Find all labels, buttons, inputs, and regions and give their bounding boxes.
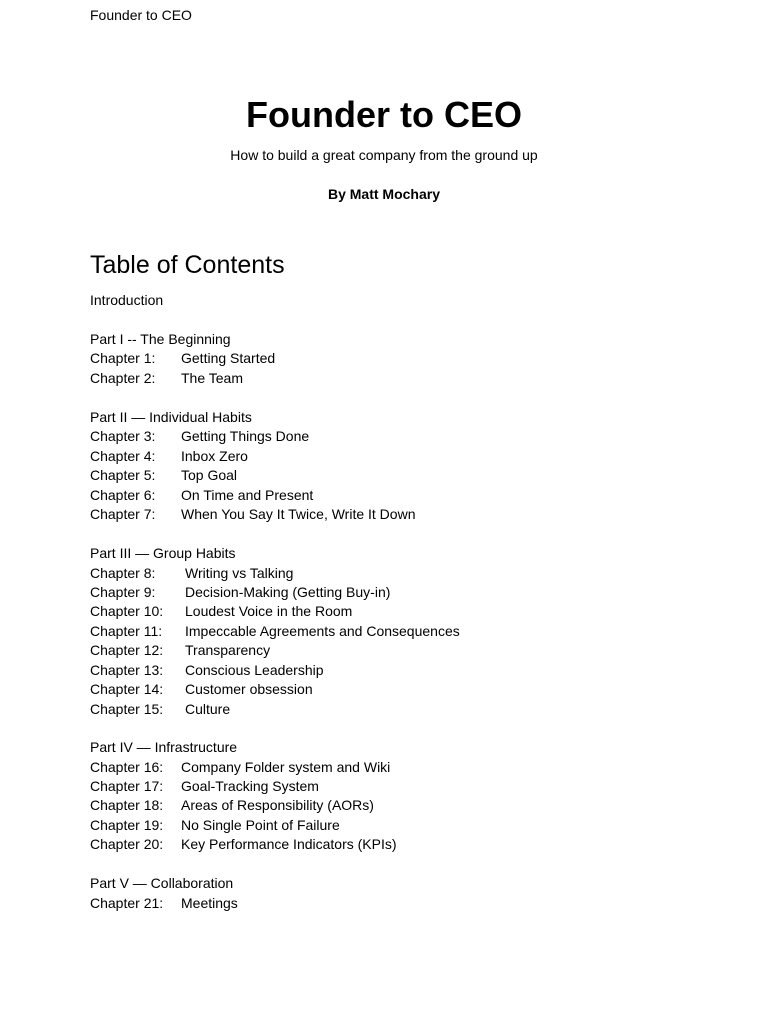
toc-part-title: Part III — Group Habits	[90, 545, 236, 561]
toc-chapter-title: Company Folder system and Wiki	[181, 758, 391, 775]
toc-chapter-number: Chapter 9:	[90, 583, 156, 600]
toc-chapter-title: Goal-Tracking System	[181, 777, 319, 794]
toc-chapter-title: Top Goal	[181, 467, 238, 484]
toc-chapter-number: Chapter 18:	[90, 797, 164, 814]
toc-chapter-number: Chapter 20:	[90, 836, 164, 853]
toc-part-title: Part II — Individual Habits	[90, 409, 252, 425]
toc-chapter-number: Chapter 13:	[90, 661, 164, 678]
toc-chapter-number: Chapter 8:	[90, 564, 156, 581]
toc-chapter-number: Chapter 16:	[90, 758, 164, 775]
toc-chapter-title: Customer obsession	[185, 681, 313, 698]
toc-chapter-title: Inbox Zero	[181, 447, 248, 464]
toc-part-title: Part V — Collaboration	[90, 875, 234, 891]
toc-chapter-title: Getting Things Done	[181, 428, 310, 445]
toc-chapter-row	[90, 895, 690, 912]
toc-chapter-row	[90, 506, 690, 523]
toc-chapter-title: On Time and Present	[181, 486, 314, 503]
toc-chapter-number: Chapter 6:	[90, 486, 156, 503]
toc-introduction: Introduction	[90, 292, 164, 308]
toc-chapter-number: Chapter 1:	[90, 350, 156, 367]
toc-part-title: Part I -- The Beginning	[90, 331, 231, 347]
book-author: By Matt Mochary	[327, 186, 441, 202]
toc-chapter-number: Chapter 15:	[90, 700, 164, 717]
toc-chapter-number: Chapter 11:	[90, 622, 163, 639]
toc-chapter-title: Conscious Leadership	[185, 661, 324, 678]
toc-chapter-number: Chapter 3:	[90, 428, 156, 445]
running-header: Founder to CEO	[90, 7, 192, 23]
toc-chapter-number: Chapter 21:	[90, 894, 164, 911]
toc-chapter-number: Chapter 5:	[90, 467, 156, 484]
toc-chapter-row	[90, 448, 690, 465]
toc-heading: Table of Contents	[90, 251, 285, 279]
toc-chapter-row	[90, 836, 690, 853]
toc-chapter-title: Areas of Responsibility (AORs)	[181, 797, 374, 814]
toc-chapter-title: The Team	[181, 369, 243, 386]
toc-chapter-title: Transparency	[185, 642, 271, 659]
toc-chapter-row	[90, 487, 690, 504]
toc-chapter-number: Chapter 17:	[90, 777, 164, 794]
toc-chapter-row	[90, 584, 690, 601]
toc-part-title: Part IV — Infrastructure	[90, 739, 238, 755]
toc-chapter-row	[90, 701, 690, 718]
toc-chapter-row	[90, 565, 690, 582]
toc-chapter-row	[90, 467, 690, 484]
toc-chapter-row	[90, 350, 690, 367]
toc-chapter-row	[90, 778, 690, 795]
toc-chapter-number: Chapter 14:	[90, 681, 164, 698]
toc-chapter-row	[90, 662, 690, 679]
toc-chapter-title: Writing vs Talking	[185, 564, 294, 581]
toc-chapter-row	[90, 623, 690, 640]
book-title: Founder to CEO	[246, 94, 522, 135]
toc-chapter-row	[90, 603, 690, 620]
toc-chapter-title: Getting Started	[181, 350, 276, 367]
toc-chapter-title: Meetings	[181, 894, 238, 911]
toc-chapter-number: Chapter 4:	[90, 447, 156, 464]
toc-chapter-number: Chapter 10:	[90, 603, 164, 620]
toc-chapter-title: Impeccable Agreements and Consequences	[185, 622, 460, 639]
toc-chapter-row	[90, 681, 690, 698]
toc-chapter-row	[90, 370, 690, 387]
toc-chapter-number: Chapter 7:	[90, 506, 156, 523]
toc-chapter-row	[90, 759, 690, 776]
toc-chapter-title: Culture	[185, 700, 231, 717]
toc-chapter-number: Chapter 2:	[90, 369, 156, 386]
book-subtitle: How to build a great company from the ground up	[230, 147, 538, 163]
toc-chapter-title: When You Say It Twice, Write It Down	[181, 506, 416, 523]
toc-chapter-row	[90, 797, 690, 814]
toc-chapter-row	[90, 428, 690, 445]
toc-chapter-row	[90, 817, 690, 834]
toc-chapter-title: No Single Point of Failure	[181, 816, 340, 833]
toc-chapter-row	[90, 642, 690, 659]
toc-chapter-title: Decision-Making (Getting Buy-in)	[185, 583, 391, 600]
toc-chapter-title: Key Performance Indicators (KPIs)	[181, 836, 397, 853]
toc-chapter-number: Chapter 12:	[90, 642, 164, 659]
toc-chapter-title: Loudest Voice in the Room	[185, 603, 353, 620]
toc-chapter-number: Chapter 19:	[90, 816, 164, 833]
